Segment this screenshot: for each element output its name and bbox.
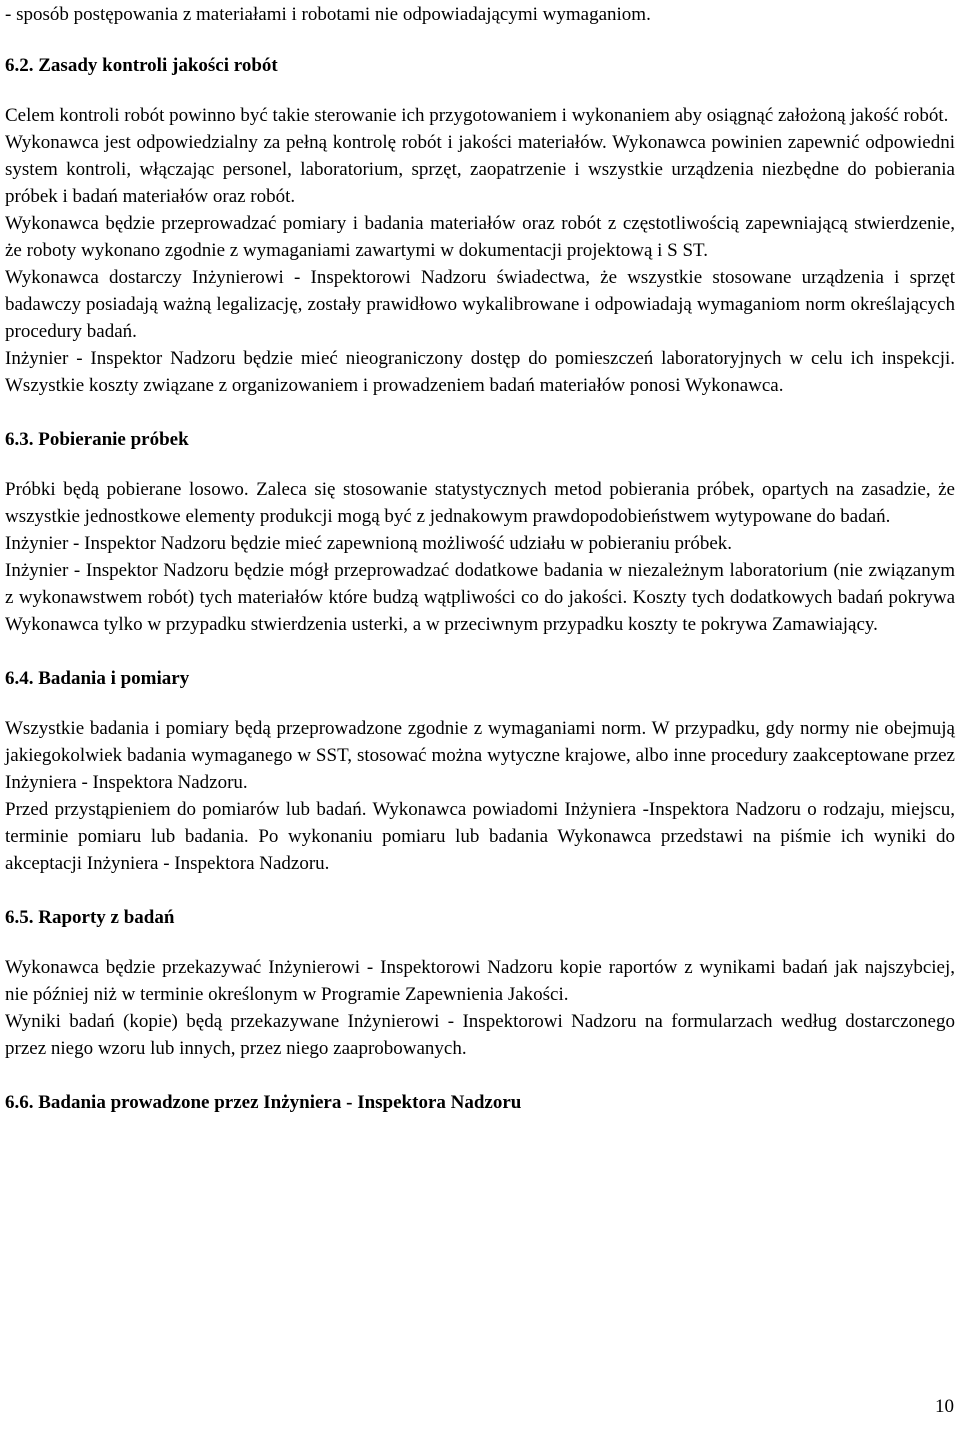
section-heading: 6.3. Pobieranie próbek	[5, 429, 189, 450]
section-6-5	[5, 904, 955, 1062]
paragraph: Celem kontroli robót powinno być takie sterowanie ich przygotowaniem i wykonaniem aby osiągnąć założoną jakość robót.	[5, 105, 949, 126]
section-heading: 6.4. Badania i pomiary	[5, 668, 190, 689]
section-heading: 6.6. Badania prowadzone przez Inżyniera - Inspektora Nadzoru	[5, 1092, 522, 1113]
section-heading: 6.2. Zasady kontroli jakości robót	[5, 55, 278, 76]
paragraph: Wykonawca dostarczy Inżynierowi - Inspektorowi Nadzoru świadectwa, że wszystkie stosowane urządzenia i sprzęt badawczy posiadają ważną legalizację, zostały prawidłowo wykalibrowane i odpowiadają wymaganiom norm określających procedury badań.	[5, 267, 955, 342]
paragraph: Próbki będą pobierane losowo. Zaleca się stosowanie statystycznych metod pobierania próbek, opartych na zasadzie, że wszystkie jednostkowe elementy produkcji mogą być z jednakowym prawdopodobieństwem wytypowane do badań.	[5, 479, 955, 527]
intro-line: - sposób postępowania z materiałami i robotami nie odpowiadającymi wymaganiom.	[5, 4, 651, 25]
paragraph: Wyniki badań (kopie) będą przekazywane Inżynierowi - Inspektorowi Nadzoru na formularzach według dostarczonego przez niego wzoru lub innych, przez niego zaaprobowanych.	[5, 1011, 955, 1059]
section-6-3	[5, 426, 955, 638]
paragraph: Wszystkie badania i pomiary będą przeprowadzone zgodnie z wymaganiami norm. W przypadku, gdy normy nie obejmują jakiegokolwiek badania wymaganego w SST, stosować można wytyczne krajowe, albo inne procedury zaakceptowane przez Inżyniera - Inspektora Nadzoru.	[5, 718, 955, 793]
section-heading: 6.5. Raporty z badań	[5, 907, 175, 928]
paragraph: Wykonawca jest odpowiedzialny za pełną kontrolę robót i jakości materiałów. Wykonawca powinien zapewnić odpowiedni system kontroli, włączając personel, laboratorium, sprzęt, zaopatrzenie i wszystkie urządzenia niezbędne do pobierania próbek i badań materiałów oraz robót.	[5, 132, 955, 207]
paragraph: Przed przystąpieniem do pomiarów lub badań. Wykonawca powiadomi Inżyniera -Inspektora Nadzoru o rodzaju, miejscu, terminie pomiaru lub badania. Po wykonaniu pomiaru lub badania Wykonawca przedstawi na piśmie ich wyniki do akceptacji Inżyniera - Inspektora Nadzoru.	[5, 799, 955, 874]
section-6-2	[5, 52, 955, 399]
section-6-4	[5, 665, 955, 877]
paragraph: Inżynier - Inspektor Nadzoru będzie mieć zapewnioną możliwość udziału w pobieraniu próbek.	[5, 533, 733, 554]
page-number: 10	[935, 1396, 954, 1417]
document-page	[5, 0, 955, 1116]
paragraph: Wykonawca będzie przeprowadzać pomiary i badania materiałów oraz robót z częstotliwością zapewniającą stwierdzenie, że roboty wykonano zgodnie z wymaganiami zawartymi w dokumentacji projektową i S ST.	[5, 213, 955, 261]
paragraph: Inżynier - Inspektor Nadzoru będzie mieć nieograniczony dostęp do pomieszczeń laboratoryjnych w celu ich inspekcji. Wszystkie koszty związane z organizowaniem i prowadzeniem badań materiałów ponosi Wykonawca.	[5, 348, 955, 396]
section-6-6	[5, 1089, 955, 1116]
paragraph: Wykonawca będzie przekazywać Inżynierowi - Inspektorowi Nadzoru kopie raportów z wynikami badań jak najszybciej, nie później niż w terminie określonym w Programie Zapewnienia Jakości.	[5, 957, 955, 1005]
paragraph: Inżynier - Inspektor Nadzoru będzie mógł przeprowadzać dodatkowe badania w niezależnym laboratorium (nie związanym z wykonawstwem robót) tych materiałów które budzą wątpliwości co do jakości. Koszty tych dodatkowych badań pokrywa Wykonawca tylko w przypadku stwierdzenia usterki, a w przeciwnym przypadku koszty te pokrywa Zamawiający.	[5, 560, 955, 635]
